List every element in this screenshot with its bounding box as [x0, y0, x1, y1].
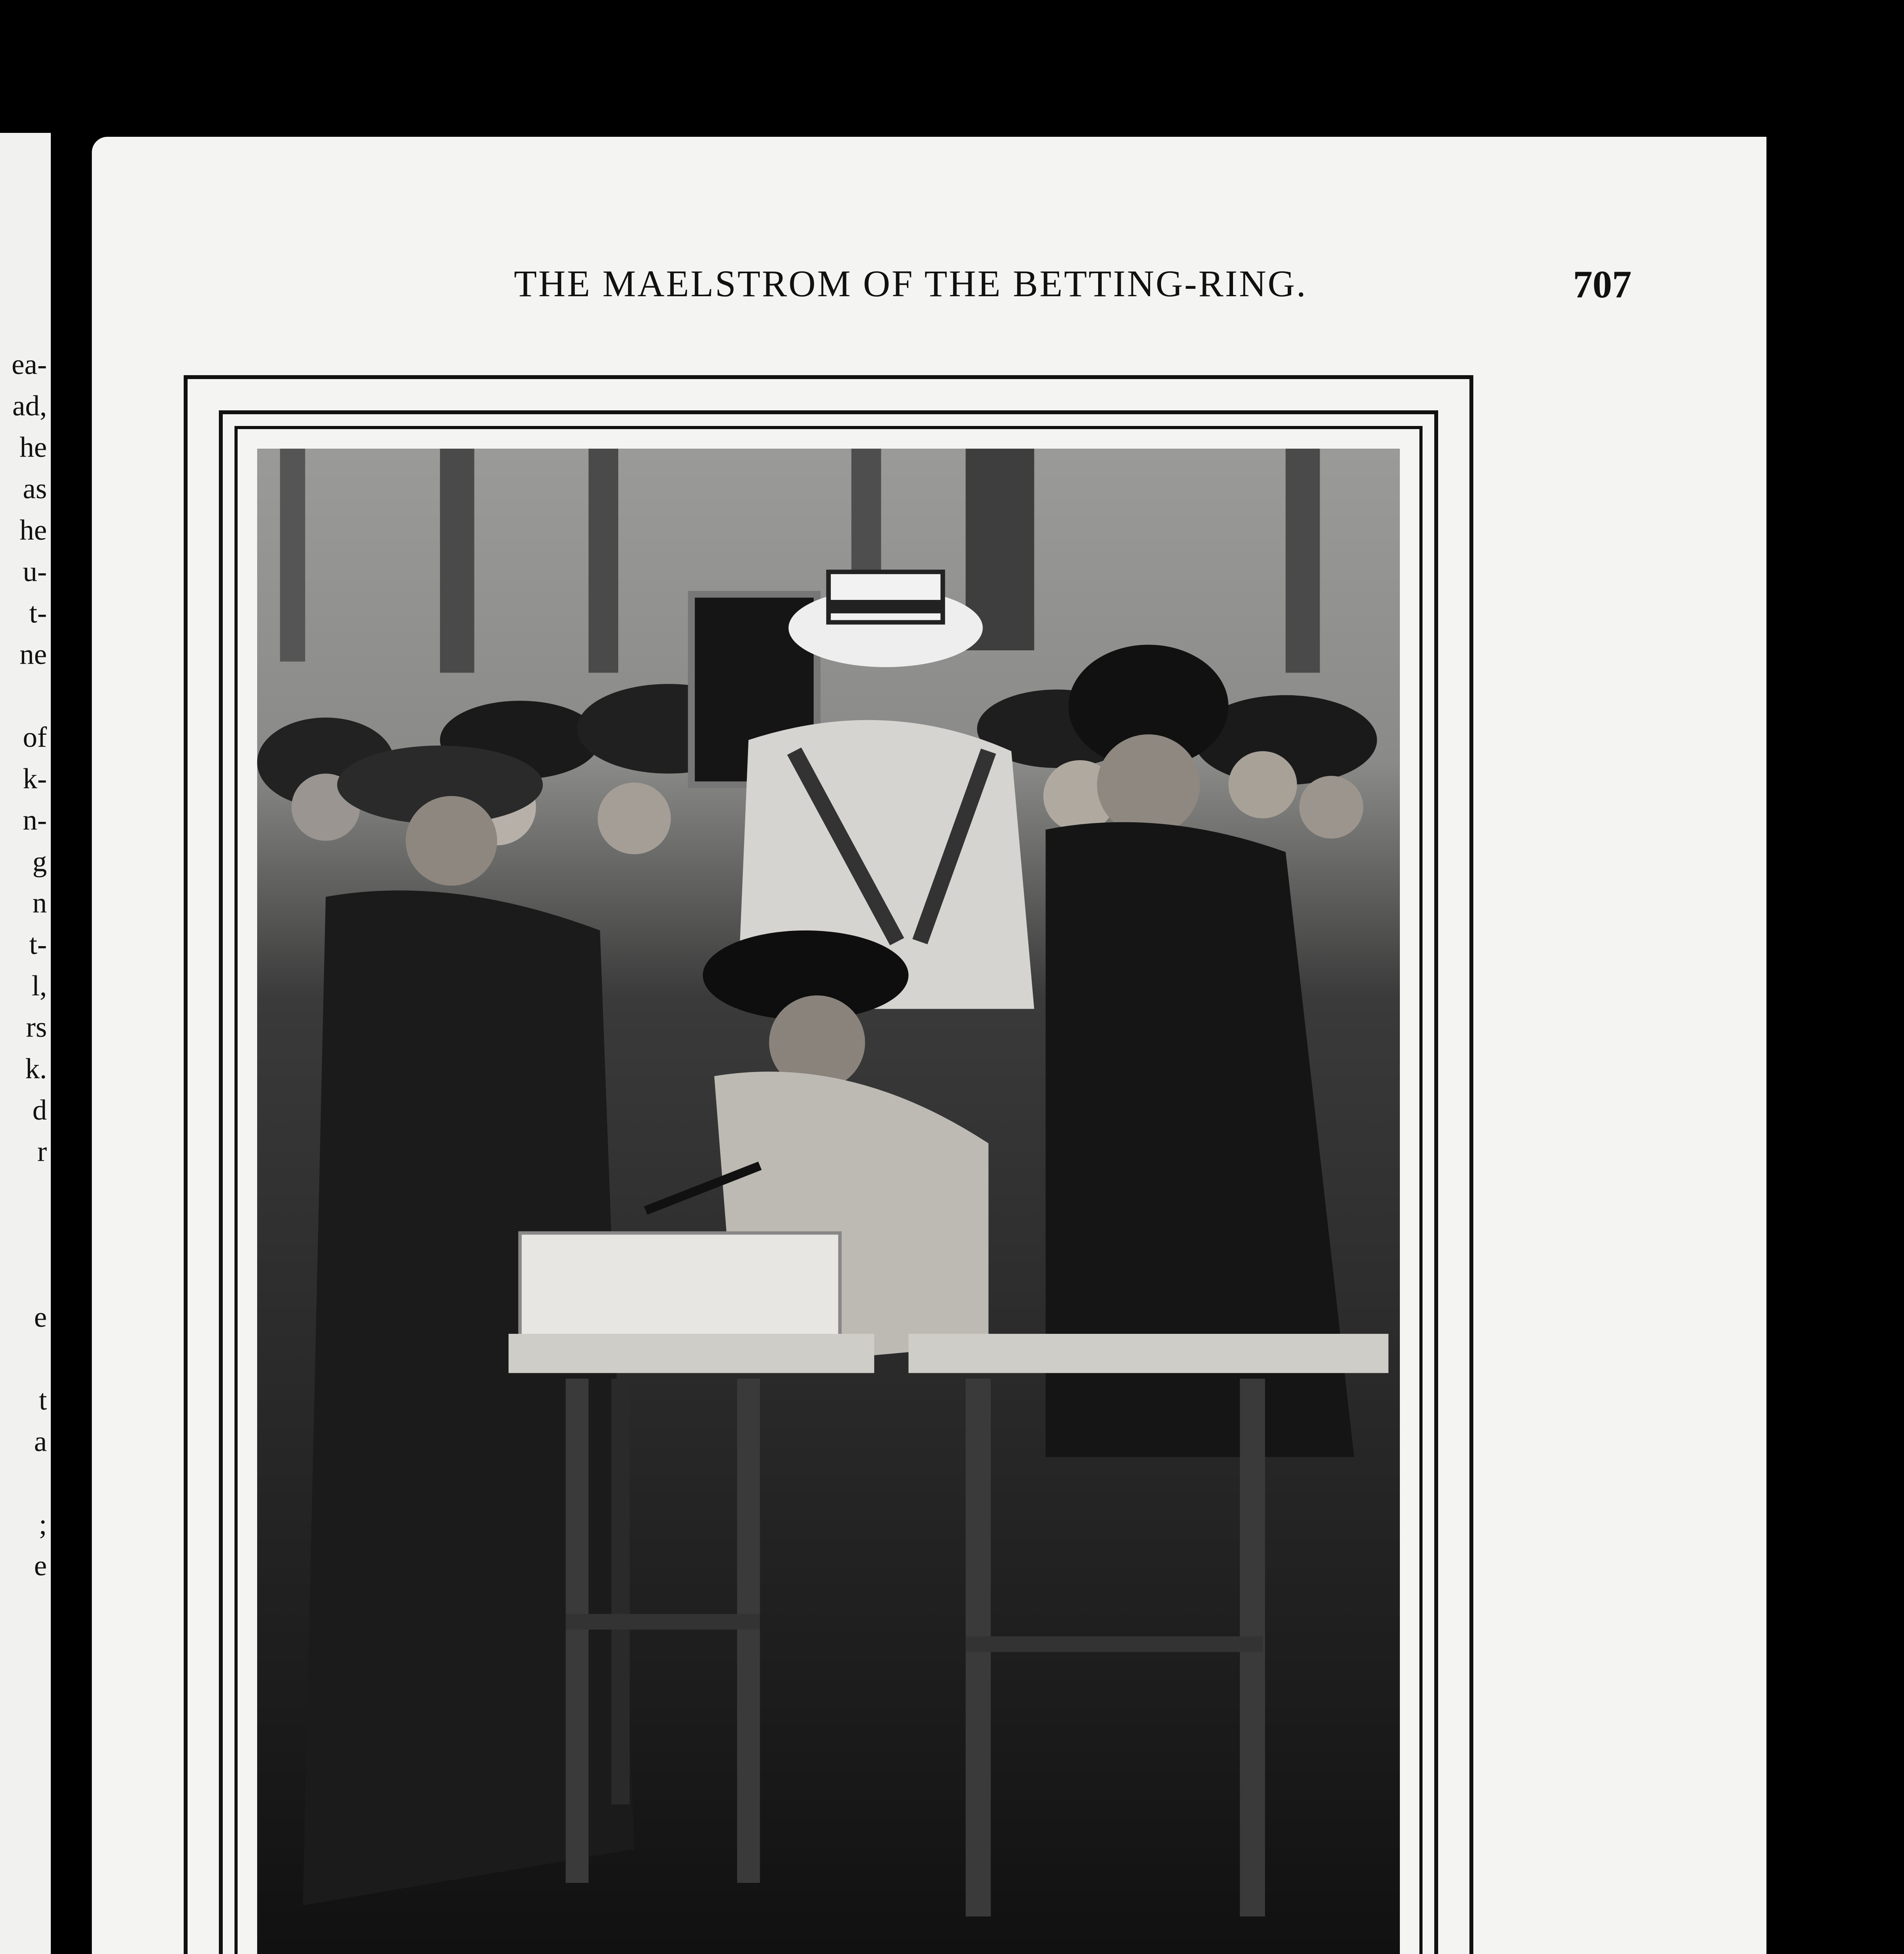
- left-page-fragment: ea-: [11, 349, 47, 381]
- left-page-edge: [0, 133, 51, 1954]
- left-page-fragment: he: [20, 431, 47, 463]
- left-page-fragment: [0, 1214, 47, 1255]
- left-page-fragment: k.: [25, 1053, 47, 1085]
- left-page-fragment: ad,: [12, 390, 47, 422]
- left-page-fragment: t-: [29, 597, 47, 629]
- left-page-fragment: g: [32, 846, 47, 878]
- left-page-fragment: [0, 1462, 47, 1504]
- left-page-fragment: [0, 675, 47, 717]
- book-page: [92, 137, 1766, 1954]
- left-page-fragment: ;: [39, 1508, 47, 1541]
- left-page-fragment: rs: [26, 1011, 47, 1043]
- page-header: [420, 262, 1632, 317]
- left-page-fragment: k-: [23, 763, 47, 795]
- illustration-drawing: [257, 449, 1400, 1954]
- running-title: THE MAELSTROM OF THE BETTING-RING.: [514, 263, 1308, 304]
- left-page-fragment: [0, 1255, 47, 1297]
- plate-border-outer: [219, 410, 1438, 1954]
- page-number: 707: [1573, 263, 1632, 306]
- left-page-fragment: as: [23, 473, 47, 505]
- left-page-fragment: u-: [23, 556, 47, 588]
- left-page-fragment: a: [34, 1426, 47, 1458]
- left-page-text-fragments: [0, 344, 51, 1587]
- left-page-fragment: ne: [20, 639, 47, 671]
- left-page-fragment: t-: [29, 929, 47, 961]
- left-page-fragment: e: [34, 1550, 47, 1582]
- left-page-fragment: [0, 1172, 47, 1214]
- left-page-fragment: t: [39, 1384, 47, 1416]
- left-page-fragment: l,: [31, 970, 47, 1002]
- plate-border-inner: [234, 426, 1423, 1954]
- left-page-fragment: n-: [23, 804, 47, 836]
- left-page-fragment: of: [23, 721, 47, 753]
- illustration-plate: [184, 375, 1473, 1954]
- left-page-fragment: [0, 1338, 47, 1380]
- left-page-fragment: n: [32, 887, 47, 919]
- bookmaker-illustration: [257, 449, 1400, 1954]
- left-page-fragment: d: [32, 1094, 47, 1126]
- left-page-fragment: r: [37, 1136, 47, 1168]
- left-page-fragment: e: [34, 1301, 47, 1333]
- left-page-fragment: he: [20, 514, 47, 546]
